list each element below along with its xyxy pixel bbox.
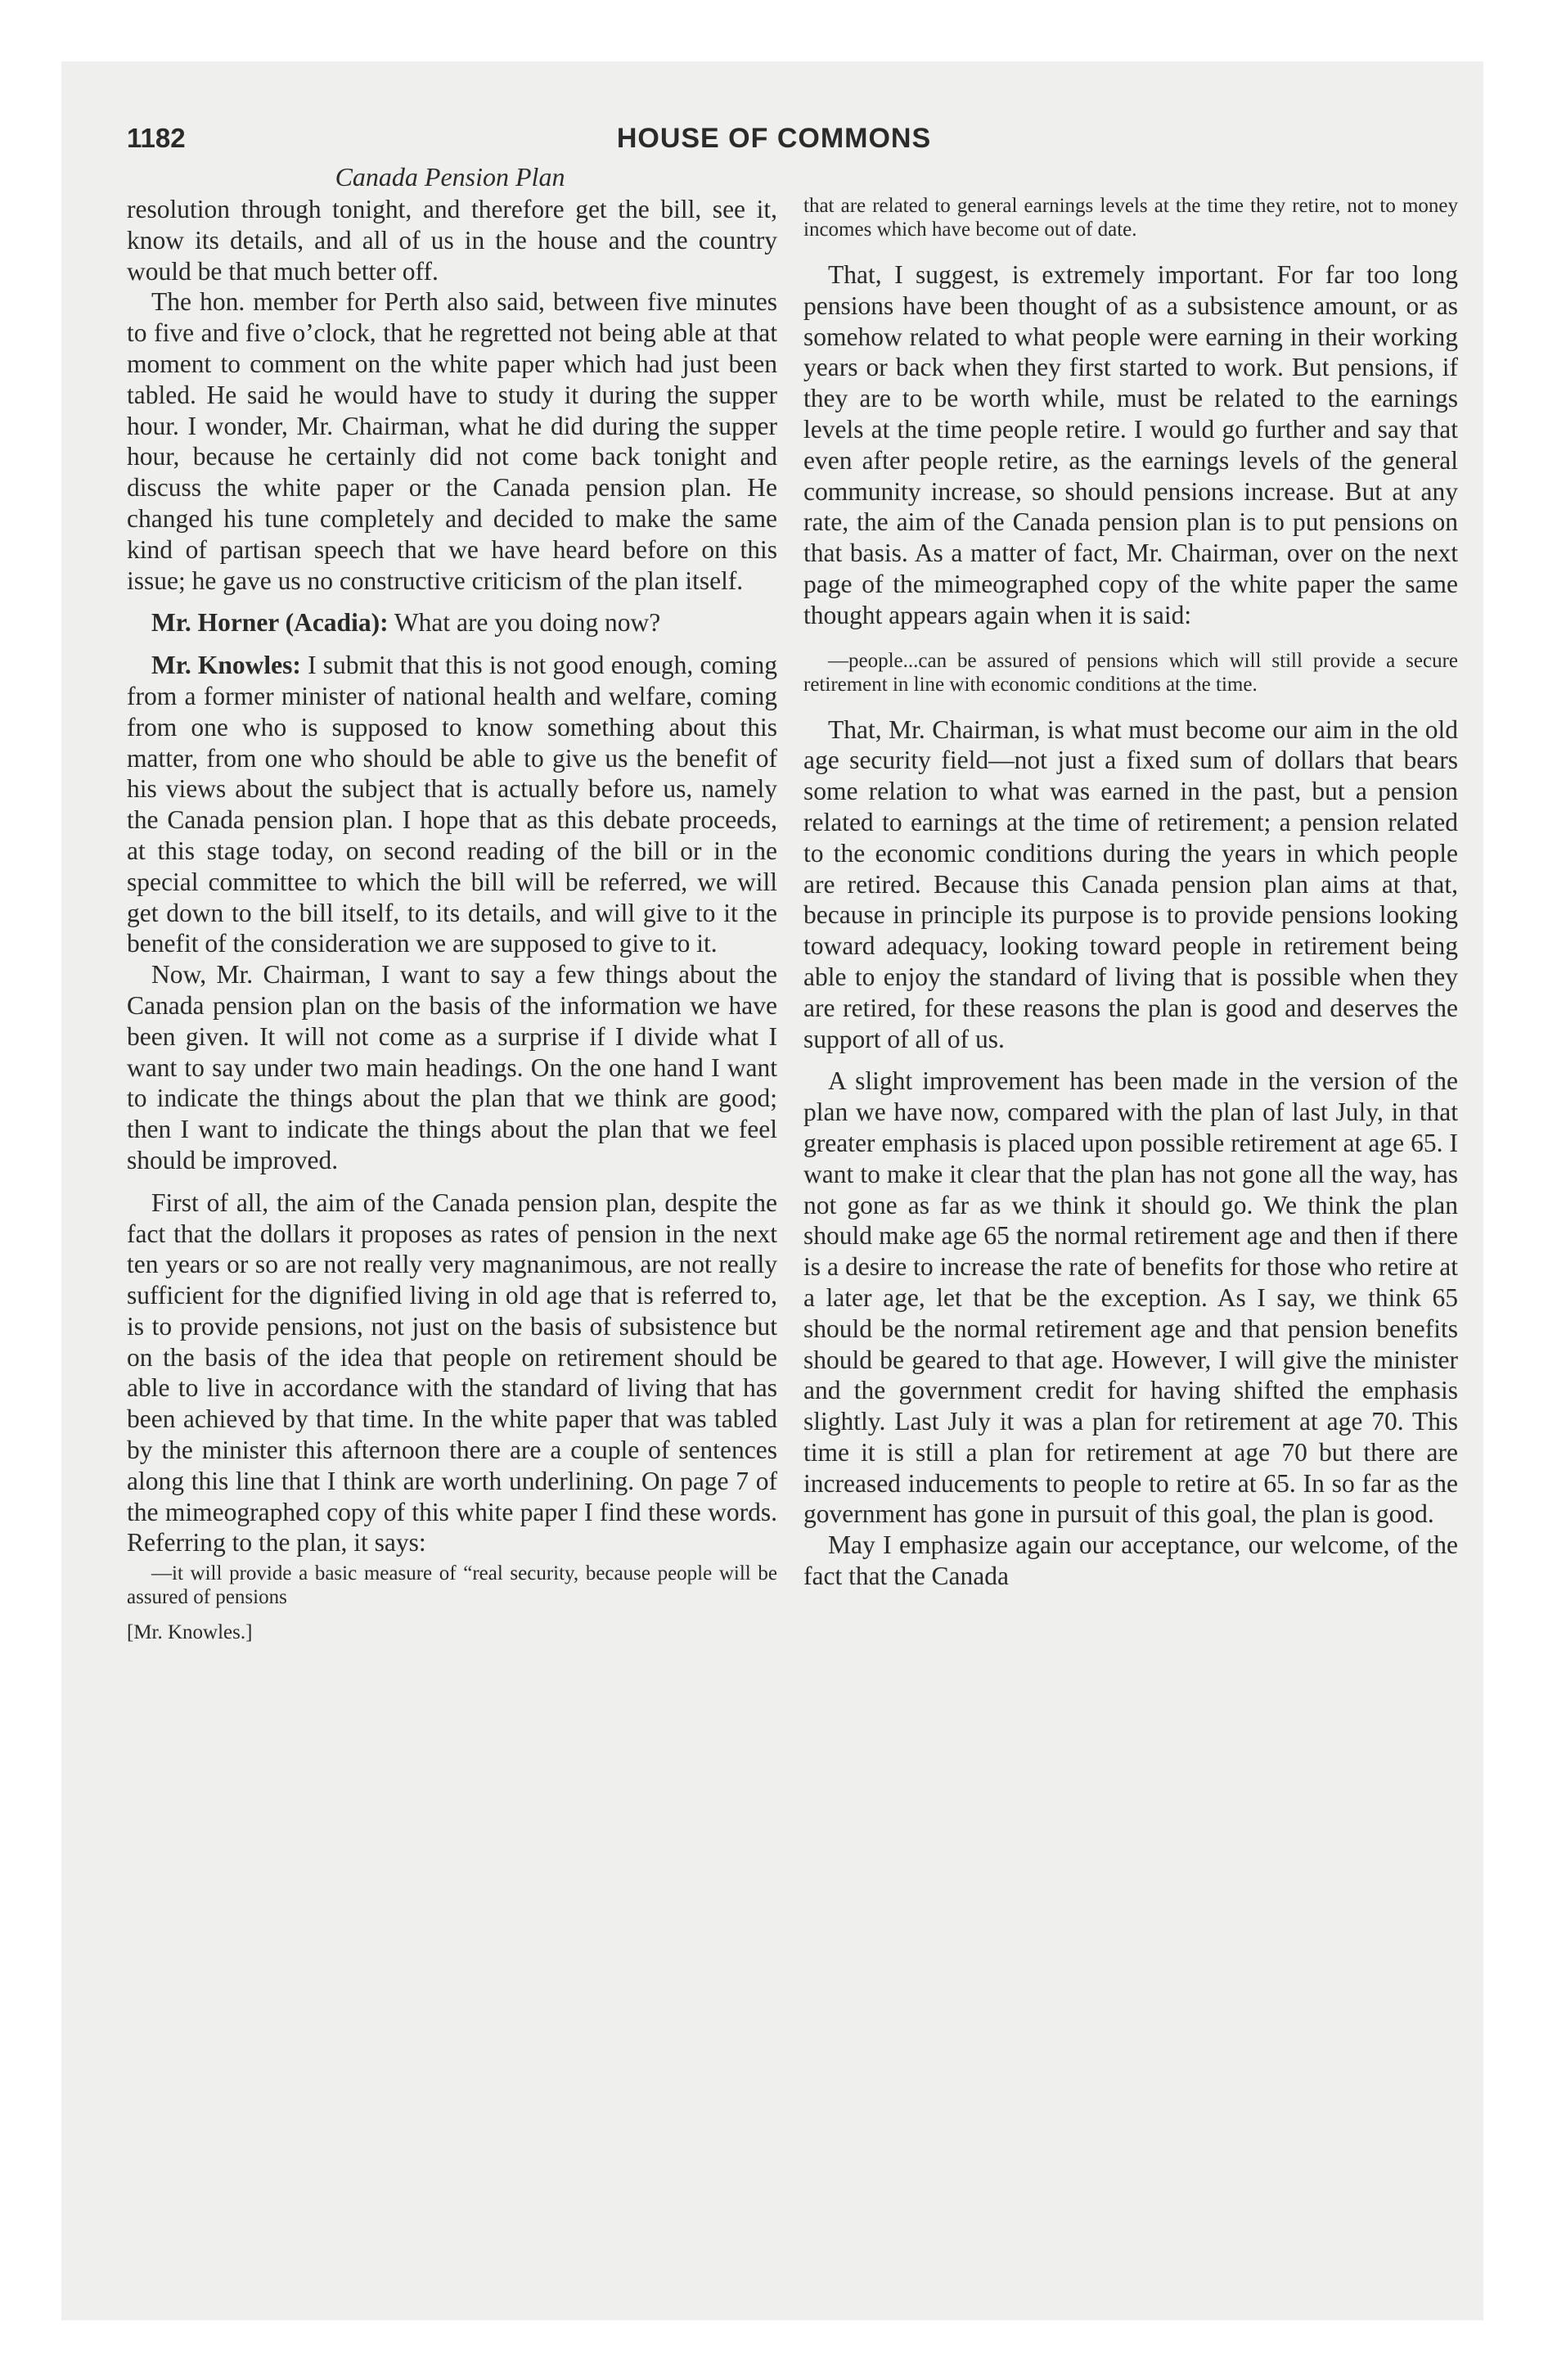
- speaker-name: Mr. Horner (Acadia):: [151, 608, 389, 638]
- right-column: [803, 194, 1458, 1592]
- speech-text: I submit that this is not good enough, coming from a former minister of national health and welfare, coming from one who is supposed to know something about this matter, from one who should be able to give us the benefit of his views about the subject that is actually before us, namely the Canada pension plan. I hope that as this debate proceeds, at this stage today, on second reading of the bill or in the special committee to which the bill will be referred, we will get down to the bill itself, to its details, and will give to it the benefit of the consideration we are supposed to give to it.: [127, 651, 777, 958]
- paragraph: May I emphasize again our acceptance, our welcome, of the fact that the Canada: [803, 1530, 1458, 1591]
- section-subject: Canada Pension Plan: [335, 162, 565, 192]
- quotation: that are related to general earnings levels at the time they retire, not to money incomes which have become out of date.: [803, 195, 1458, 241]
- running-head: HOUSE OF COMMONS: [616, 123, 932, 154]
- paragraph: That, Mr. Chairman, is what must become our aim in the old age security field—not just a fixed sum of dollars that bears some relation to what was earned in the past, but a pension related to earnings at the time of retirement; a pension related to the economic conditions during the years in which people are retired. Because this Canada pension plan aims at that, because in principle its purpose is to provide pensions looking toward adequacy, looking toward people in retirement being able to enjoy the standard of living that is possible when they are retired, for these reasons the plan is good and deserves the support of all of us.: [803, 714, 1458, 1053]
- quotation: —it will provide a basic measure of “real security, because people will be assured of pensions: [127, 1562, 777, 1609]
- paragraph: The hon. member for Perth also said, between five minutes to five and five o’clock, that he regretted not being able at that moment to comment on the white paper which had just been tabled. He said he would have to study it during the supper hour. I wonder, Mr. Chairman, what he did during the supper hour, because he certainly did not come back tonight and discuss the white paper or the Canada pension plan. He changed his tune completely and decided to make the same kind of partisan speech that we have heard before on this issue; he gave us no constructive criticism of the plan itself.: [127, 287, 777, 595]
- speech-text: What are you doing now?: [388, 608, 661, 638]
- page-number: 1182: [127, 123, 186, 153]
- speaker-attribution: [Mr. Knowles.]: [127, 1621, 253, 1644]
- paragraph: resolution through tonight, and therefore get the bill, see it, know its details, and all of us in the house and the country would be that much better off.: [127, 195, 777, 286]
- paragraph: [127, 650, 777, 959]
- speaker-name: Mr. Knowles:: [151, 651, 301, 680]
- paragraph: Now, Mr. Chairman, I want to say a few things about the Canada pension plan on the basis of the information we have been given. It will not come as a surprise if I divide what I want to say under two main headings. On the one hand I want to indicate the things about the plan that we think are good; then I want to indicate the things about the plan that we feel should be improved.: [127, 960, 777, 1174]
- paragraph: A slight improvement has been made in the version of the plan we have now, compared with the plan of last July, in that greater emphasis is placed upon possible retirement at age 65. I want to make it clear that the plan has not gone all the way, has not gone as far as we think it should go. We think the plan should make age 65 the normal retirement age and then if there is a desire to increase the rate of benefits for those who retire at a later age, let that be the exception. As I say, we think 65 should be the normal retirement age and that pension benefits should be geared to that age. However, I will give the minister and the government credit for having shifted the emphasis slightly. Last July it was a plan for retirement at age 70. This time it is still a plan for retirement at age 70 but there are increased inducements to people to retire at 65. In so far as the government has gone in pursuit of this goal, the plan is good.: [803, 1066, 1458, 1529]
- quotation: —people...can be assured of pensions which will still provide a secure retirement in line with economic conditions at the time.: [803, 649, 1458, 696]
- paragraph: That, I suggest, is extremely important. For far too long pensions have been thought of as a subsistence amount, or as somehow related to what people were earning in their working years or back when they first started to work. But pensions, if they are to be worth while, must be related to the earnings levels at the time people retire. I would go further and say that even after people retire, as the earnings levels of the general community increase, so should pensions increase. But at any rate, the aim of the Canada pension plan is to put pensions on that basis. As a matter of fact, Mr. Chairman, over on the next page of the mimeographed copy of the white paper the same thought appears again when it is said:: [803, 260, 1458, 629]
- paragraph: [127, 607, 777, 638]
- paragraph: First of all, the aim of the Canada pension plan, despite the fact that the dollars it proposes as rates of pension in the next ten years or so are not really very magnanimous, are not really sufficient for the dignified living in old age that is referred to, is to provide pensions, not just on the basis of subsistence but on the basis of the idea that people on retirement should be able to live in accordance with the standard of living that has been achieved by that time. In the white paper that was tabled by the minister this afternoon there are a couple of sentences along this line that I think are worth underlining. On page 7 of the mimeographed copy of this white paper I find these words. Referring to the plan, it says:: [127, 1188, 777, 1557]
- left-column: [127, 194, 777, 1645]
